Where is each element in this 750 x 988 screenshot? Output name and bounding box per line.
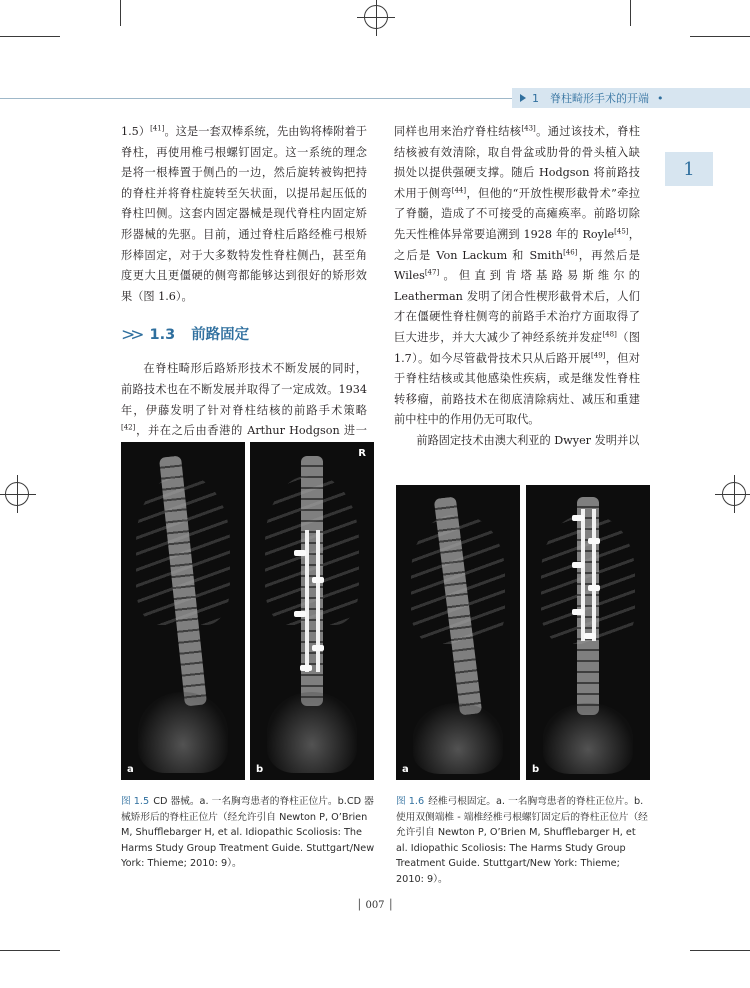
text-run: 。但直到肯塔基路易斯维尔的 Leatherman 发明了闭合性楔形截骨术后，人们才在僵硬性脊柱侧弯的前路手术治疗方面取得了巨大进步，并大大减少了神经系统并发症 [394,269,640,344]
panel-label: b [256,764,264,775]
text-run: 同样也用来治疗脊柱结核 [394,125,522,138]
side-marker: R [358,448,366,459]
citation: [45] [614,227,629,236]
text-run: （图 1.7）。如今尽管截骨技术只从后路开展 [394,330,640,365]
text-run: 前路固定技术由澳大利亚的 Dwyer 发明并以 [416,433,640,447]
registration-mark [364,5,388,29]
chapter-label: 1 脊柱畸形手术的开端 [532,92,649,105]
header-rule [0,98,512,99]
implant-screw [312,577,324,583]
paragraph [394,431,640,452]
text-run: ，但他的“开放性楔形截骨术”牵拉了脊髓，造成了不可接受的高瘫痪率。前路切除先天性椎体异常要追溯到 1928 年的 Royle [394,186,640,241]
figure-label: 图 1.5 [121,796,150,807]
implant-screw [572,609,584,615]
panel-label: a [402,764,409,775]
implant-screw [572,515,584,521]
xray-image [121,442,245,780]
text-run: ，再然后是 Wiles [394,248,640,283]
paragraph [394,122,640,431]
section-number: 1.3 [149,327,176,344]
section-title: 前路固定 [191,327,250,344]
crop-mark [690,36,750,37]
panel-label: b [532,764,540,775]
pelvis [543,703,632,774]
paragraph [121,122,367,307]
implant-screw [294,550,306,556]
text-run: ，但对于脊柱结核或其他感染性疾病，或是继发性脊柱转移瘤，前路技术在彻底清除病灶、减压和重建前中柱中的作用仍无可取代。 [394,351,640,427]
implant-screw [312,645,324,651]
pelvis [267,692,356,773]
text-run: ，之后是 Von Lackum 和 Smith [394,227,640,262]
implant-rod [581,509,585,642]
crop-mark [0,36,60,37]
header-dot: • [657,91,664,105]
figure-label: 图 1.6 [396,796,425,807]
chapter-tab: 1 [665,152,713,186]
xray-image [526,485,650,780]
implant-screw [588,585,600,591]
implant-screw [572,562,584,568]
implant-screw [294,611,306,617]
section-heading [121,321,367,349]
page-number-text: 007 [365,900,385,911]
implant-screw [588,538,600,544]
left-column [121,122,367,462]
xray-image [250,442,374,780]
citation: [49] [591,350,606,359]
triangle-icon [520,94,526,102]
citation: [41] [150,124,165,133]
citation: [47] [424,268,440,277]
citation: [44] [451,186,467,195]
registration-mark [5,482,29,506]
right-column [394,122,640,452]
page-number: │ 007 │ [356,900,394,911]
crop-mark [120,0,121,26]
text-run: 。通过该技术，脊柱结核被有效清除，取自骨盆或肋骨的骨头植入缺损处以提供强硬支撑。随后 Hodgson 将前路技术用于侧弯 [394,125,640,200]
figure-caption [121,794,375,872]
citation: [43] [521,124,536,133]
text-run: 在脊柱畸形后路矫形技术不断发展的同时，前路技术也在不断发展并取得了一定成效。1934 年，伊藤发明了针对脊柱结核的前路手术策略 [121,362,367,417]
xray-image [396,485,520,780]
crop-mark [630,0,631,26]
implant-screw [584,633,596,639]
implant-screw [300,665,312,671]
citation: [48] [602,330,617,339]
text-run: ，并在之后由香港的 Arthur Hodgson 进一 [135,424,367,438]
citation: [46] [563,247,578,256]
crop-mark [0,950,60,951]
caption-text: 经椎弓根固定。a. 一名胸弯患者的脊柱正位片。b. 使用双侧端椎 - 端椎经椎弓根螺钉固定后的脊柱正位片（经允许引自 Newton P, O’Brien M, Shufflebarger H, et al. Idiopathic Scoliosis: The Harms Study Group Treatment Guide. Stuttgart/New York: Thieme; 2010: 9）。 [396,796,648,885]
caption-text: CD 器械。a. 一名胸弯患者的脊柱正位片。b.CD 器械矫形后的脊柱正位片（经允许引自 Newton P, O’Brien M, Shufflebarger H, et al. Idiopathic Scoliosis: The Harms Study Group Treatment Guide. Stuttgart/New York: Thieme; 2010: 9）。 [121,796,375,870]
crop-mark [690,950,750,951]
chevrons-icon: >> [121,325,140,346]
figure-caption [396,794,650,888]
citation: [42] [121,423,136,432]
text-run: 1.5） [121,125,151,138]
running-header [512,88,750,108]
pelvis [413,703,502,774]
panel-label: a [127,764,134,775]
pelvis [138,692,227,773]
registration-mark [722,482,746,506]
implant-rod [592,509,596,642]
text-run: 。这是一套双棒系统，先由钩将棒附着于脊柱，再使用椎弓根螺钉固定。这一系统的理念是将一根棒置于侧凸的一边，然后旋转被钩把持的脊柱并将脊柱旋转至矢状面，以提吊起压低的脊柱凹侧。这套内固定器械是现代脊柱内固定矫形器械的先驱。目前，通过脊柱后路经椎弓根矫形棒固定，对于大多数特发性脊柱侧凸，甚至角度更大且更僵硬的侧弯都能够达到很好的矫形效果（图 1.6）。 [121,125,367,303]
